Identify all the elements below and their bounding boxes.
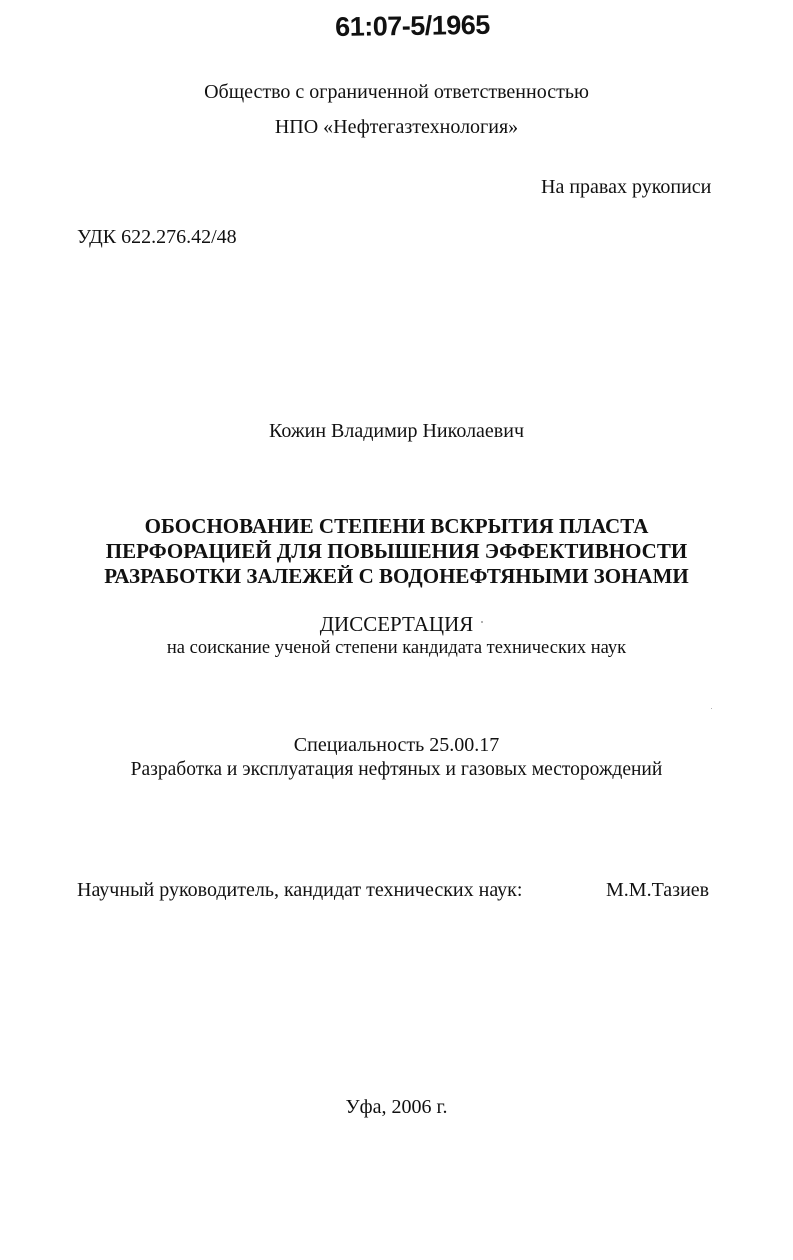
supervisor-label: Научный руководитель, кандидат технических наук:: [77, 879, 523, 901]
organization-line-1: Общество с ограниченной ответственностью: [204, 81, 589, 103]
document-type: ДИССЕРТАЦИЯ: [319, 612, 474, 636]
degree-description: на соискание ученой степени кандидата технических наук: [166, 638, 627, 658]
organization-line-2: НПО «Нефтегазтехнология»: [274, 116, 519, 138]
title-line-3: РАЗРАБОТКИ ЗАЛЕЖЕЙ С ВОДОНЕФТЯНЫМИ ЗОНАМИ: [104, 564, 689, 588]
title-line-2: ПЕРФОРАЦИЕЙ ДЛЯ ПОВЫШЕНИЯ ЭФФЕКТИВНОСТИ: [105, 539, 688, 563]
scan-speck: [711, 708, 712, 709]
supervisor-name: М.М.Тазиев: [606, 879, 710, 901]
specialty-code: Специальность 25.00.17: [293, 734, 500, 756]
specialty-name: Разработка и эксплуатация нефтяных и газовых месторождений: [130, 759, 663, 780]
author-name: Кожин Владимир Николаевич: [268, 420, 525, 442]
udk-code: УДК 622.276.42/48: [77, 226, 237, 248]
archive-stamp-number: 61:07-5/1965: [334, 9, 491, 42]
place-and-year: Уфа, 2006 г.: [345, 1096, 448, 1118]
scan-speck: [481, 621, 483, 623]
manuscript-rights-note: На правах рукописи: [541, 176, 712, 198]
title-line-1: ОБОСНОВАНИЕ СТЕПЕНИ ВСКРЫТИЯ ПЛАСТА: [144, 514, 649, 538]
